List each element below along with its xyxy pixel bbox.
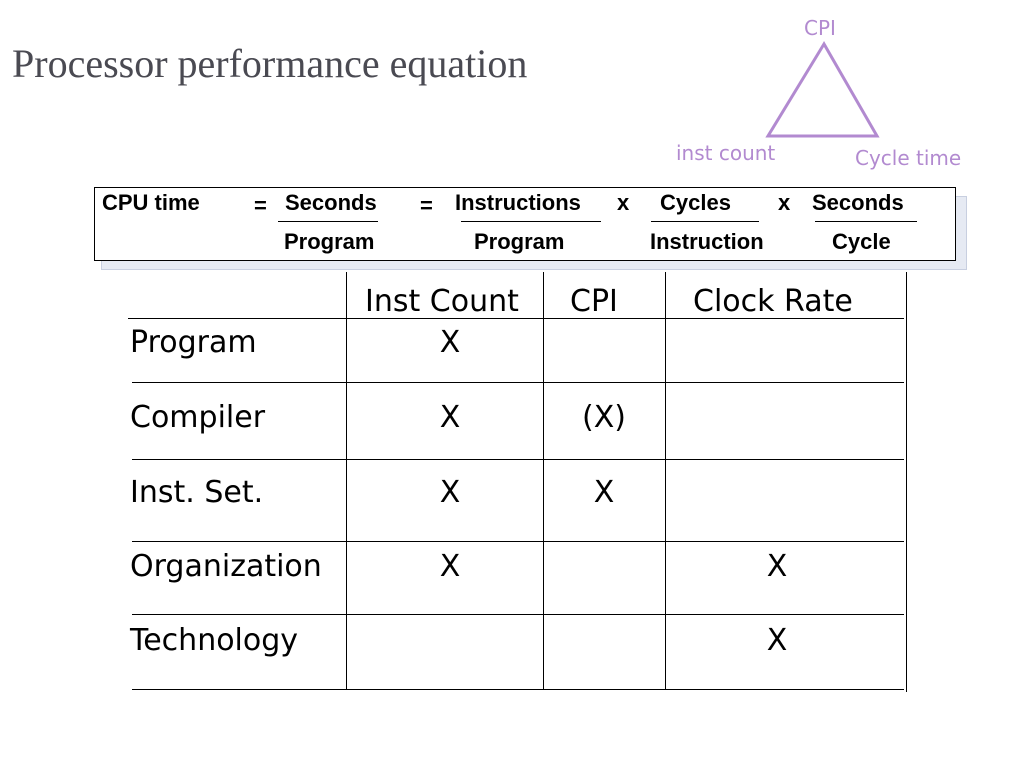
table-cell: X	[439, 325, 461, 360]
row-label-program: Program	[130, 325, 257, 360]
fraction-2-numerator: Instructions	[455, 190, 581, 215]
column-header-cpi: CPI	[570, 284, 618, 319]
fraction-1-bar	[278, 221, 378, 222]
fraction-2-bar	[461, 221, 601, 222]
fraction-3-bar	[651, 221, 759, 222]
triangle-label-inst-count: inst count	[676, 141, 776, 165]
table-cell: (X)	[582, 400, 626, 435]
table-column-divider	[346, 272, 347, 690]
row-label-organization: Organization	[130, 549, 322, 584]
fraction-2-denominator: Program	[474, 229, 565, 254]
fraction-4-numerator: Seconds	[812, 190, 904, 215]
table-row-divider	[132, 459, 904, 460]
row-label-technology: Technology	[130, 623, 299, 658]
page-title: Processor performance equation	[12, 41, 528, 86]
fraction-1-denominator: Program	[284, 229, 375, 254]
fraction-3-denominator: Instruction	[650, 229, 764, 254]
row-label-compiler: Compiler	[130, 400, 266, 435]
table-cell: X	[593, 475, 615, 510]
table-row-divider	[132, 541, 904, 542]
triangle-shape	[768, 44, 877, 136]
column-header-inst-count: Inst Count	[365, 284, 519, 319]
equals-sign: =	[420, 193, 433, 218]
fraction-4-denominator: Cycle	[832, 229, 891, 254]
equation-lhs: CPU time	[102, 190, 200, 215]
table-cell: X	[766, 549, 788, 584]
multiply-sign: x	[617, 190, 630, 215]
fraction-3-numerator: Cycles	[660, 190, 731, 215]
table-row-divider	[132, 614, 904, 615]
row-label-inst-set: Inst. Set.	[130, 475, 264, 510]
equals-sign: =	[254, 193, 267, 218]
multiply-sign: x	[778, 190, 791, 215]
table-column-divider	[665, 272, 666, 690]
table-cell: X	[439, 400, 461, 435]
column-header-clock-rate: Clock Rate	[693, 284, 853, 319]
triangle-label-cpi: CPI	[804, 16, 836, 40]
fraction-1-numerator: Seconds	[285, 190, 377, 215]
table-bottom-border	[132, 689, 904, 690]
table-right-border	[906, 272, 907, 692]
table-cell: X	[766, 623, 788, 658]
table-cell: X	[439, 475, 461, 510]
fraction-4-bar	[815, 221, 917, 222]
table-cell: X	[439, 549, 461, 584]
triangle-label-cycle-time: Cycle time	[855, 146, 962, 170]
table-row-divider	[132, 382, 904, 383]
